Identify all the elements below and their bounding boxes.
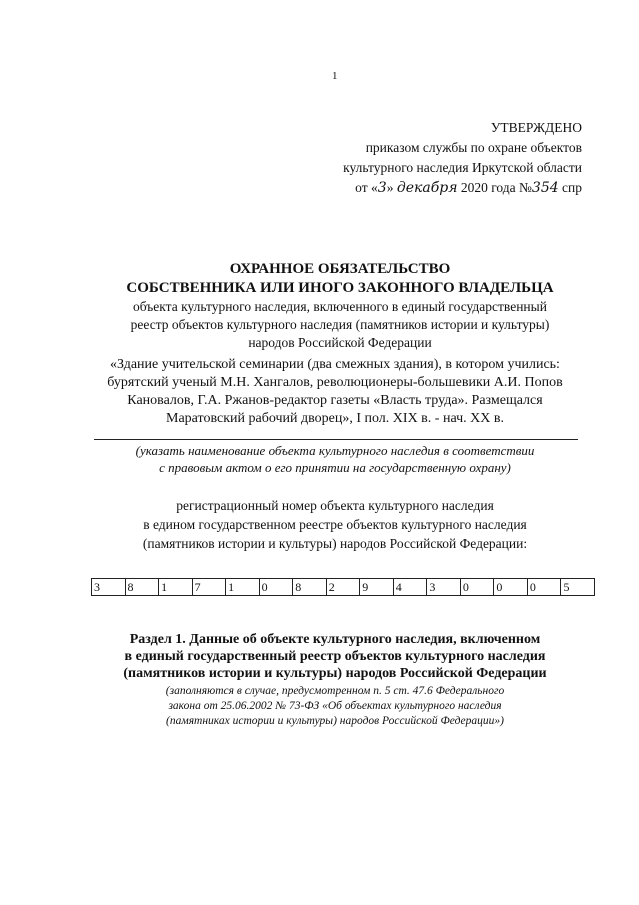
- date-year: 2020 года №: [457, 180, 532, 195]
- section-1-note-3: (памятниках истории и культуры) народов Российской Федерации»): [166, 715, 504, 727]
- registration-digit: 9: [360, 579, 394, 595]
- registration-line-2: в едином государственном реестре объектов культурного наследия: [143, 517, 527, 532]
- registration-digit: 1: [226, 579, 260, 595]
- section-1-note-1: (заполняются в случае, предусмотренном п. 5 ст. 47.6 Федерального: [165, 685, 505, 697]
- registration-digit: 8: [293, 579, 327, 595]
- registration-digit: 3: [92, 579, 126, 595]
- title-sub-2: реестр объектов культурного наследия (памятников истории и культуры): [130, 317, 550, 332]
- registration-digit: 4: [394, 579, 428, 595]
- handwritten-day: 3: [377, 180, 387, 196]
- date-prefix: от «: [355, 180, 378, 195]
- section-1-line-2: в единый государственный реестр объектов культурного наследия: [124, 649, 546, 664]
- section-1-note: [90, 684, 580, 729]
- section-1-note-2: закона от 25.06.2002 № 73-ФЗ «Об объектах культурного наследия: [168, 700, 502, 712]
- document-title: [60, 260, 620, 352]
- approval-date-line: [282, 178, 582, 198]
- object-name-line-3: Кановалов, Г.А. Ржанов-редактор газеты «Власть труда». Размещался: [127, 393, 543, 408]
- object-name-hint: [80, 442, 590, 476]
- registration-line-1: регистрационный номер объекта культурного наследия: [176, 498, 494, 513]
- section-1-line-1: Раздел 1. Данные об объекте культурного наследия, включенном: [129, 632, 541, 647]
- object-name: [85, 356, 585, 428]
- registration-digit: 8: [126, 579, 160, 595]
- object-name-line-1: «Здание учительской семинарии (два смежных здания), в котором учились:: [110, 357, 560, 372]
- page-number: 1: [332, 70, 338, 82]
- date-mid: »: [386, 180, 397, 195]
- title-line-2: СОБСТВЕННИКА ИЛИ ИНОГО ЗАКОННОГО ВЛАДЕЛЬЦА: [126, 280, 554, 296]
- hint-line-1: (указать наименование объекта культурного наследия в соответствии: [135, 443, 535, 458]
- registration-number-grid: [91, 578, 595, 596]
- registration-digit: 0: [461, 579, 495, 595]
- registration-digit: 1: [159, 579, 193, 595]
- object-name-line-4: Маратовский рабочий дворец», I пол. XIX в. - нач. XX в.: [166, 411, 504, 426]
- approval-line-2: культурного наследия Иркутской области: [343, 160, 582, 175]
- registration-digit: 3: [427, 579, 461, 595]
- registration-digit: 7: [193, 579, 227, 595]
- registration-digit: 2: [327, 579, 361, 595]
- handwritten-month: декабря: [396, 180, 458, 196]
- registration-label: [80, 496, 590, 553]
- section-1-line-3: (памятников истории и культуры) народов Российской Федерации: [123, 666, 547, 681]
- underline-rule: [94, 439, 578, 440]
- handwritten-order-number: 354: [531, 180, 559, 196]
- registration-digit: 5: [563, 580, 570, 594]
- section-1-heading: [85, 631, 585, 682]
- registration-digit: 0: [494, 579, 528, 595]
- approval-heading: УТВЕРЖДЕНО: [490, 120, 582, 135]
- title-sub-1: объекта культурного наследия, включенного в единый государственный: [133, 299, 547, 314]
- approval-block: [282, 118, 582, 198]
- registration-line-3: (памятников истории и культуры) народов Российской Федерации:: [142, 536, 528, 551]
- approval-line-1: приказом службы по охране объектов: [365, 140, 582, 155]
- order-suffix: спр: [558, 180, 582, 195]
- title-sub-3: народов Российской Федерации: [248, 335, 432, 350]
- registration-digit: 0: [260, 579, 294, 595]
- registration-digit: 0: [528, 579, 562, 595]
- title-line-1: ОХРАННОЕ ОБЯЗАТЕЛЬСТВО: [229, 261, 451, 277]
- hint-line-2: с правовым актом о его принятии на государственную охрану): [159, 460, 511, 475]
- object-name-line-2: бурятский ученый М.Н. Хангалов, революционеры-большевики А.И. Попов: [107, 375, 563, 390]
